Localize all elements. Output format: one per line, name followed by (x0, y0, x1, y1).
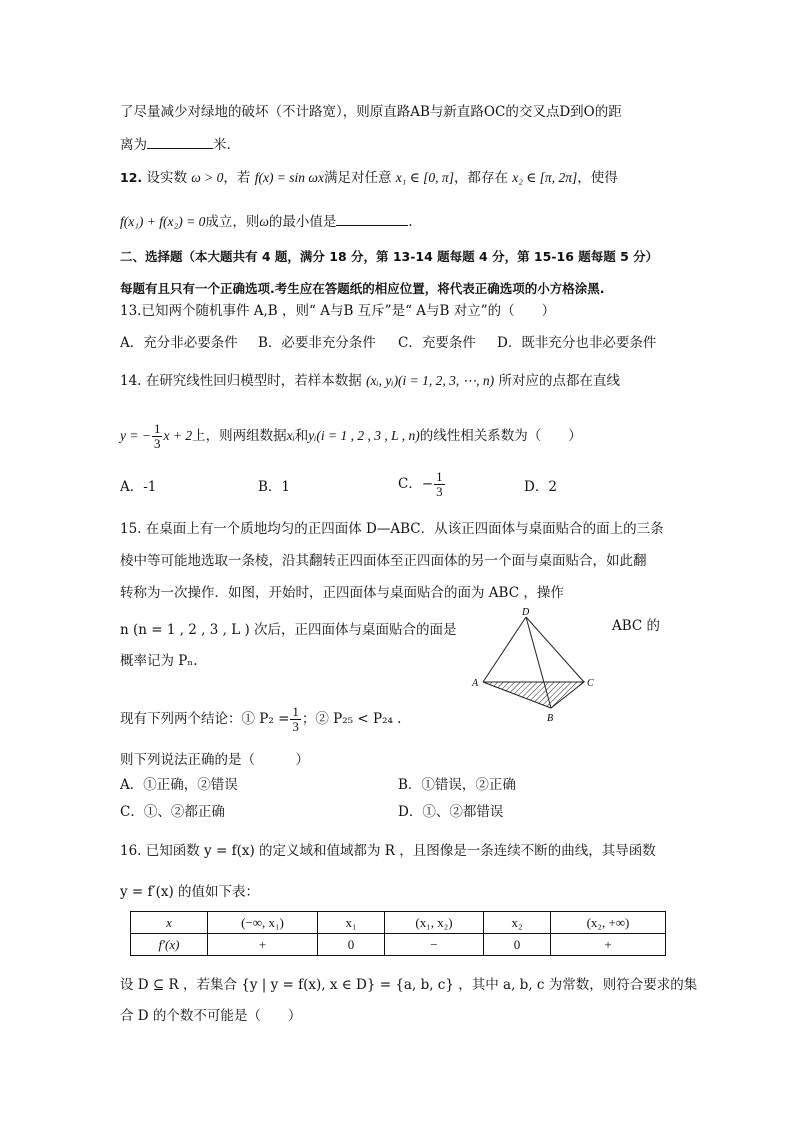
table-cell: 0 (318, 934, 385, 956)
q15-concl-a: 现有下列两个结论：① P₂ = (120, 711, 290, 727)
label-b: B (547, 713, 554, 724)
q15-concl-b: ；② P₂₅ < P₂₄ . (301, 711, 402, 727)
q12-x2-range: x₂ ∈ [π, 2π] (512, 170, 578, 185)
q15-concl-num: 1 (292, 704, 299, 719)
q15-option-a[interactable]: A．①正确，②错误 (120, 777, 238, 793)
label-a: A (472, 678, 479, 689)
q15-line-2: 棱中等可能地选取一条棱，沿其翻转正四面体至正四面体的另一个面与桌面贴合，如此翻 (120, 553, 647, 569)
q14-option-c-num: 1 (436, 469, 443, 484)
q14-line-2 (120, 422, 582, 451)
q14-text-a: 14. 在研究线性回归模型时，若样本数据 (120, 373, 362, 389)
q12-text-d: ，都存在 (453, 170, 508, 186)
q14-option-b[interactable]: B．1 (258, 479, 291, 495)
table-cell: + (208, 934, 318, 956)
section-2-instruction: 每题有且只有一个正确选项.考生应在答题纸的相应位置，将代表正确选项的小方格涂黑. (120, 281, 605, 296)
table-header-row (131, 912, 666, 934)
q13-option-c[interactable]: C．充要条件 (398, 335, 476, 351)
table-cell: x (131, 912, 208, 934)
q14-xi: xᵢ (286, 428, 295, 443)
table-cell: (−∞, x₁) (208, 912, 318, 934)
table-cell: + (551, 934, 666, 956)
tetrahedron-figure (466, 606, 596, 726)
table-cell: − (385, 934, 484, 956)
table-cell: (x₁, x₂) (385, 912, 484, 934)
q11-line-2 (120, 134, 231, 155)
q14-text-d: 的线性相关系数为（ ） (419, 428, 582, 444)
q14-frac-den: 3 (153, 436, 161, 451)
q15-concl-fraction (290, 705, 301, 734)
q14-and: 和 (294, 428, 309, 444)
q12-omega: ω (259, 214, 269, 229)
edge-da (483, 617, 526, 682)
q14-text-c: 上，则两组数据 (192, 428, 287, 444)
q15-line-1: 15. 在桌面上有一个质地均匀的正四面体 D—ABC．从该正四面体与桌面贴合的面上的三条 (120, 521, 664, 537)
q12-line-1 (120, 168, 618, 188)
q12-line-2 (120, 211, 413, 232)
q14-option-a[interactable]: A．-1 (120, 479, 157, 495)
q14-option-c-prefix: C．− (398, 476, 434, 492)
q16-line-1: 16. 已知函数 y = f(x) 的定义域和值域都为 R ，且图像是一条连续不断的曲线，其导函数 (120, 843, 656, 859)
q15-option-c[interactable]: C．①、②都正确 (120, 804, 225, 820)
q13-option-d[interactable]: D．既非充分也非必要条件 (497, 335, 657, 351)
q14-option-c-den: 3 (436, 484, 443, 499)
q11-line-2-text: 离为 (120, 137, 147, 153)
table-cell: x₂ (484, 912, 551, 934)
q15-line-3: 转称为一次操作．如图，开始时，正四面体与桌面贴合的面为 ABC ，操作 (120, 585, 564, 601)
q12-text-a: 设实数 (146, 170, 187, 186)
q15-line-4: n (n = 1 , 2 , 3 , L ) 次后，正四面体与桌面贴合的面是 (120, 622, 457, 638)
table-row (131, 934, 666, 956)
q14-option-d[interactable]: D．2 (524, 479, 557, 495)
q14-option-c-fraction (434, 470, 445, 499)
q15-conclusions (120, 705, 401, 734)
table-cell: x₁ (318, 912, 385, 934)
q12-eq: f(x₁) + f(x₂) = 0 (120, 214, 206, 229)
q11-line-1: 了尽量减少对绿地的破坏（不计路宽），则原直路AB与新直路OC的交叉点D到O的距 (120, 104, 622, 120)
base-face-abc (483, 682, 584, 708)
table-cell: (x₂, +∞) (551, 912, 666, 934)
label-d: D (522, 607, 530, 618)
q14-y-eq: y = − (120, 428, 151, 443)
answer-blank-11[interactable] (147, 134, 213, 149)
label-c: C (587, 678, 594, 689)
q12-omega-cond: ω > 0 (191, 170, 224, 185)
q12-text-c: 满足对任意 (323, 170, 392, 186)
q15-line-4-right: ABC 的 (612, 618, 661, 634)
q13-stem: 13.已知两个随机事件 A,B ，则“ A与B 互斥”是“ A与B 对立”的（ ） (120, 303, 556, 319)
q14-line-1 (120, 371, 620, 391)
q12-number: 12. (120, 170, 143, 185)
q13-option-a[interactable]: A．充分非必要条件 (120, 335, 238, 351)
q12-func: f(x) = sin ωx (254, 170, 324, 185)
q12-end: . (408, 214, 413, 230)
section-2-heading: 二、选择题（本大题共有 4 题，满分 18 分，第 13-14 题每题 4 分，第 15-16 题每题 5 分） (120, 249, 659, 264)
q15-concl-den: 3 (292, 719, 299, 734)
q14-option-c[interactable] (398, 470, 446, 499)
q14-text-b: 所对应的点都在直线 (498, 373, 620, 389)
q16-line-3: 设 D ⊆ R ，若集合 {y | y = f(x), x ∈ D} = {a, b, c} ，其中 a, b, c 为常数，则符合要求的集 (120, 977, 698, 993)
q14-sample-data: (xᵢ, yᵢ)(i = 1, 2, 3, ⋯, n) (366, 373, 495, 388)
q14-yi: yᵢ (308, 428, 317, 443)
q13-option-b[interactable]: B．必要非充分条件 (258, 335, 376, 351)
table-cell: f′(x) (131, 934, 208, 956)
answer-blank-12[interactable] (336, 211, 408, 226)
q16-line-2: y = f′(x) 的值如下表： (120, 884, 260, 900)
q12-text-e: ，使得 (577, 170, 618, 186)
q12-text-f: 成立，则 (205, 214, 260, 230)
q15-ask: 则下列说法正确的是（ ） (120, 752, 309, 768)
q14-frac-num: 1 (153, 421, 161, 436)
derivative-table (130, 911, 666, 956)
q14-range: (i = 1 , 2 , 3 , L , n) (316, 428, 420, 443)
q15-option-d[interactable]: D．①、②都错误 (398, 804, 504, 820)
q12-text-b: ，若 (223, 170, 251, 186)
table-cell: 0 (484, 934, 551, 956)
q11-line-2-unit: 米. (213, 137, 231, 153)
q12-x1-range: x₁ ∈ [0, π] (395, 170, 454, 185)
q12-text-g: 的最小值是 (268, 214, 337, 230)
q16-line-4: 合 D 的个数不可能是（ ） (120, 1008, 302, 1024)
q15-line-5: 概率记为 Pₙ. (120, 653, 198, 669)
q15-option-b[interactable]: B．①错误，②正确 (398, 777, 516, 793)
q14-line-rest: x + 2 (163, 428, 193, 443)
q14-fraction (152, 422, 163, 451)
